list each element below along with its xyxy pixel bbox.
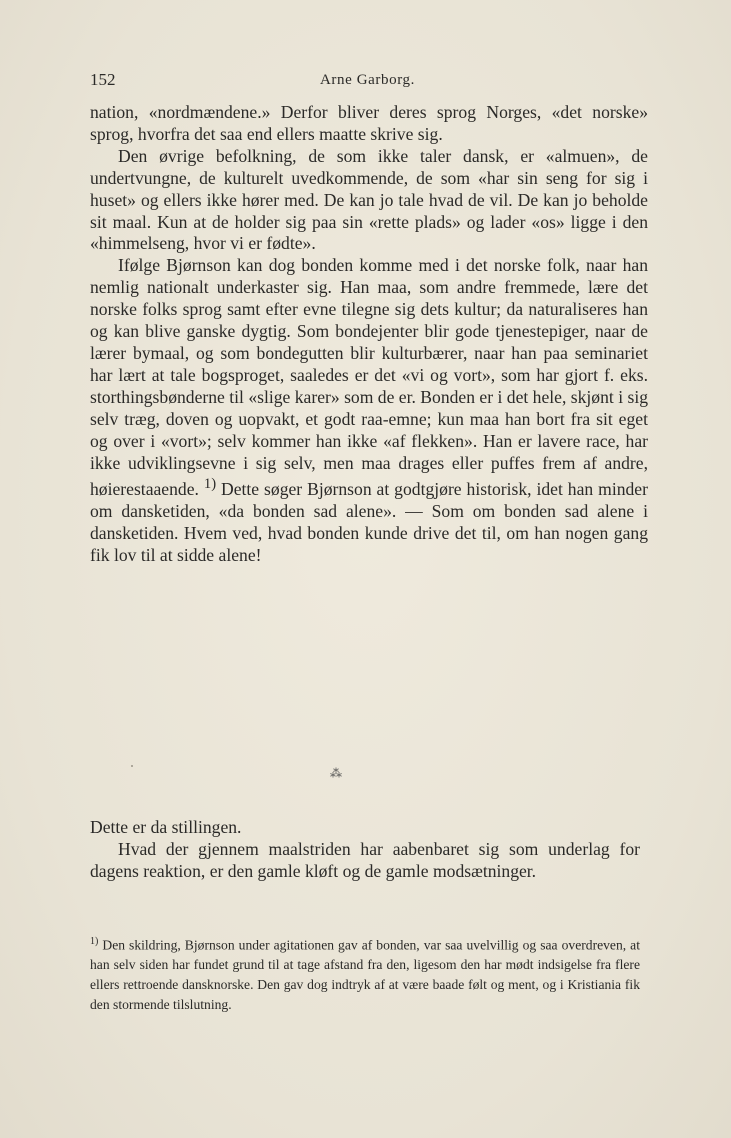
paragraph-bjornson xyxy=(90,255,648,567)
footnote xyxy=(90,932,640,1015)
paragraph-bjornson-part2: Dette søger Bjørnson at godtgjøre historisk, idet han minder om dansketiden, «da bonden sad alene». — Som om bonden sad alene i dansketiden. Hvem ved, hvad bonden kunde drive det til, om han nogen gang fik lov til at sidde alene! xyxy=(90,479,648,565)
footnote-marker: 1) xyxy=(90,936,99,947)
page-number: 152 xyxy=(90,70,116,89)
paper-speck xyxy=(131,765,133,767)
footnote-reference[interactable]: 1) xyxy=(203,476,217,493)
paragraph-bjornson-part1: Ifølge Bjørnson kan dog bonden komme med i det norske folk, naar han nemlig nationalt underkaster sig. Han maa, som andre fremmede, lære det norske folks sprog samt efter evne tilegne sig dets kultur; da naturaliseres han og kan blive ganske dygtig. Som bondejenter blir gode tjenestepiger, naar de lærer bymaal, og som bondegutten blir kulturbærer, naar han paa seminariet har lært at tale bogsproget, saaledes er det «vi og vort», som har gjort f. eks. storthingsbønderne til «slige karer» som de er. Bonden er i det hele, skjønt i sig selv træg, doven og uopvakt, et godt raa-emne; kun maa han bort fra sit eget og over i «vort»; selv kommer han ikke «af flekken». Han er lavere race, har ikke udviklingsevne i sig selv, men maa drages eller puffes frem af andre, høierestaaende. xyxy=(90,255,649,500)
main-text xyxy=(90,102,648,567)
closing-paragraph: Hvad der gjennem maalstriden har aabenbaret sig som underlag for dagens reaktion, er den gamle kløft og de gamle modsætninger. xyxy=(90,839,640,881)
paragraph-continuation: nation, «nordmændene.» Derfor bliver deres sprog Norges, «det norske» sprog, hvorfra det saa end ellers maatte skrive sig. xyxy=(90,102,648,144)
running-title: Arne Garborg. xyxy=(320,72,415,88)
paragraph-population: Den øvrige befolkning, de som ikke taler dansk, er «almuen», de undertvungne, de kulturelt uvedkommende, de som «har sin seng for sig i huset» og ellers ikke hører med. De kan jo tale hvad de vil. De kan jo beholde sit maal. Kun at de holder sig paa sin «rette plads» og lader «os» ligge i den «himmelseng, hvor vi er fødte». xyxy=(90,145,648,254)
closing-line: Dette er da stillingen. xyxy=(90,817,242,837)
section-ornament: ⁂ xyxy=(330,766,342,780)
page-header xyxy=(90,70,645,94)
footnote-text: Den skildring, Bjørnson under agitationen gav af bonden, var saa uvelvillig og saa overdreven, at han selv siden har fundet grund til at tage afstand fra den, ligesom den har mødt indsigelse fra flere ellers rettroende dansknorske. Den gav dog indtryk af at være baade følt og ment, og i Kristiania fik den stormende tilslutning. xyxy=(90,937,640,1012)
closing-text xyxy=(90,816,640,882)
